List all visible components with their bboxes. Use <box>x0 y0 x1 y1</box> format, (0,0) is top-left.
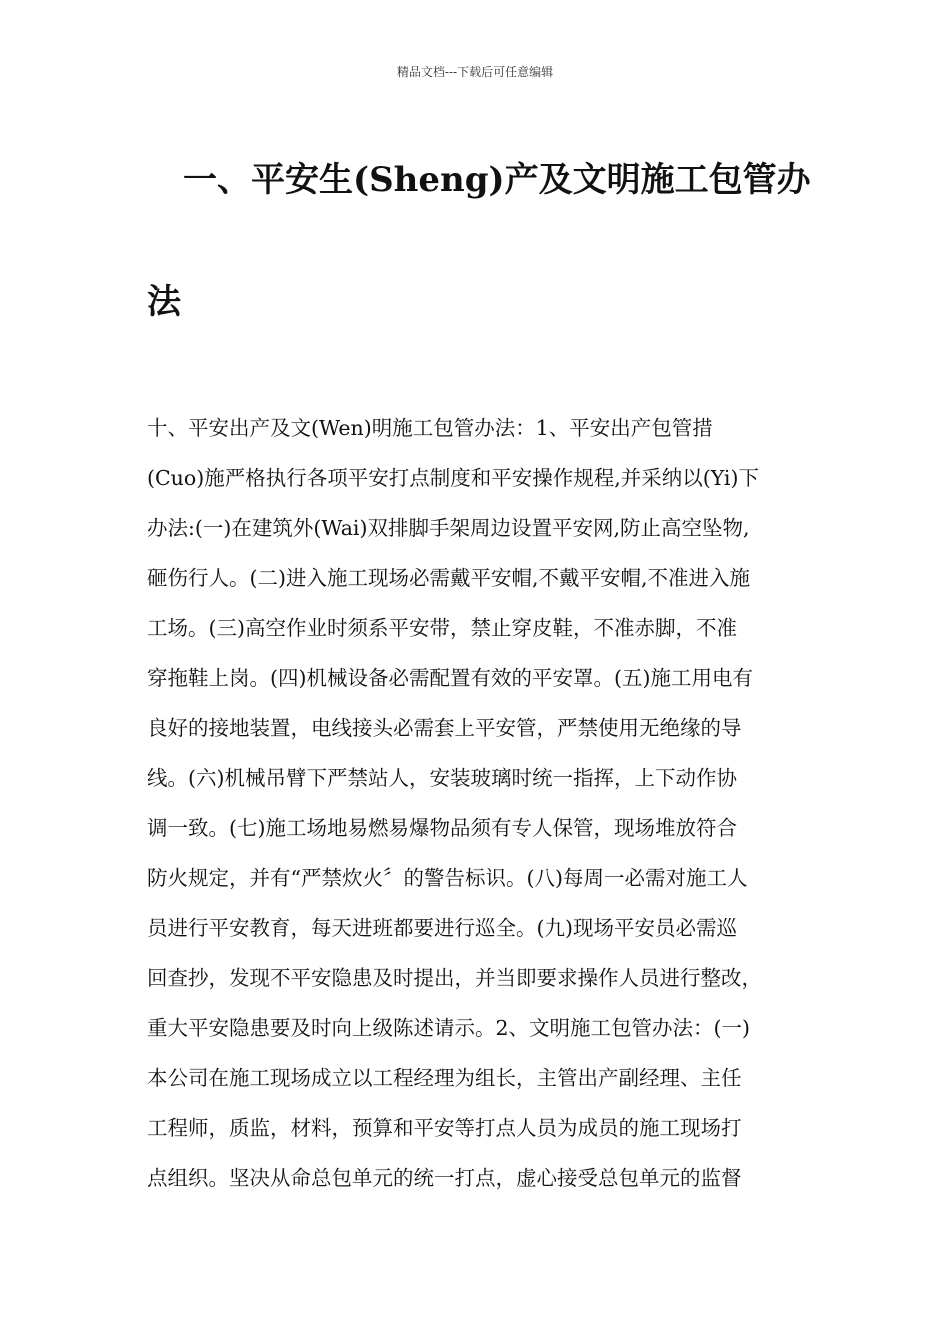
body-line: 工程师，质监，材料，预算和平安等打点人员为成员的施工现场打 <box>147 1116 742 1140</box>
body-line: 回查抄，发现不平安隐患及时提出，并当即要求操作人员进行整改， <box>147 966 762 990</box>
body-line: 本公司在施工现场成立以工程经理为组长，主管出产副经理、主任 <box>147 1066 742 1090</box>
body-line: 砸伤行人。(二)进入施工现场必需戴平安帽,不戴平安帽,不准进入施 <box>147 566 751 590</box>
document-title-line-1: 一、平安生(Sheng)产及文明施工包管办 <box>183 160 811 200</box>
body-line: 调一致。(七)施工场地易燃易爆物品须有专人保管，现场堆放符合 <box>147 816 737 840</box>
body-line: 员进行平安教育，每天进班都要进行巡全。(九)现场平安员必需巡 <box>147 916 737 940</box>
page-header: 精品文档---下载后可任意编辑 <box>396 65 554 79</box>
body-line: 十、平安出产及文(Wen)明施工包管办法：1、平安出产包管措 <box>147 416 713 440</box>
document-title-line-2: 法 <box>147 282 181 322</box>
body-line: 线。(六)机械吊臂下严禁站人，安装玻璃时统一指挥，上下动作协 <box>147 766 737 790</box>
body-line: 良好的接地装置，电线接头必需套上平安管，严禁使用无绝缘的导 <box>147 716 742 740</box>
body-line: (Cuo)施严格执行各项平安打点制度和平安操作规程,并采纳以(Yi)下 <box>147 466 759 490</box>
body-line: 重大平安隐患要及时向上级陈述请示。2、文明施工包管办法：(一) <box>147 1016 751 1040</box>
body-line: 穿拖鞋上岗。(四)机械设备必需配置有效的平安罩。(五)施工用电有 <box>147 666 753 690</box>
body-line: 工场。(三)高空作业时须系平安带，禁止穿皮鞋，不准赤脚，不准 <box>147 616 737 640</box>
body-line: 点组织。坚决从命总包单元的统一打点，虚心接受总包单元的监督 <box>147 1166 742 1190</box>
body-line: 办法:(一)在建筑外(Wai)双排脚手架周边设置平安网,防止高空坠物, <box>147 516 750 540</box>
body-line: 防火规定，并有“严禁炊火〞的警告标识。(八)每周一必需对施工人 <box>147 866 748 890</box>
